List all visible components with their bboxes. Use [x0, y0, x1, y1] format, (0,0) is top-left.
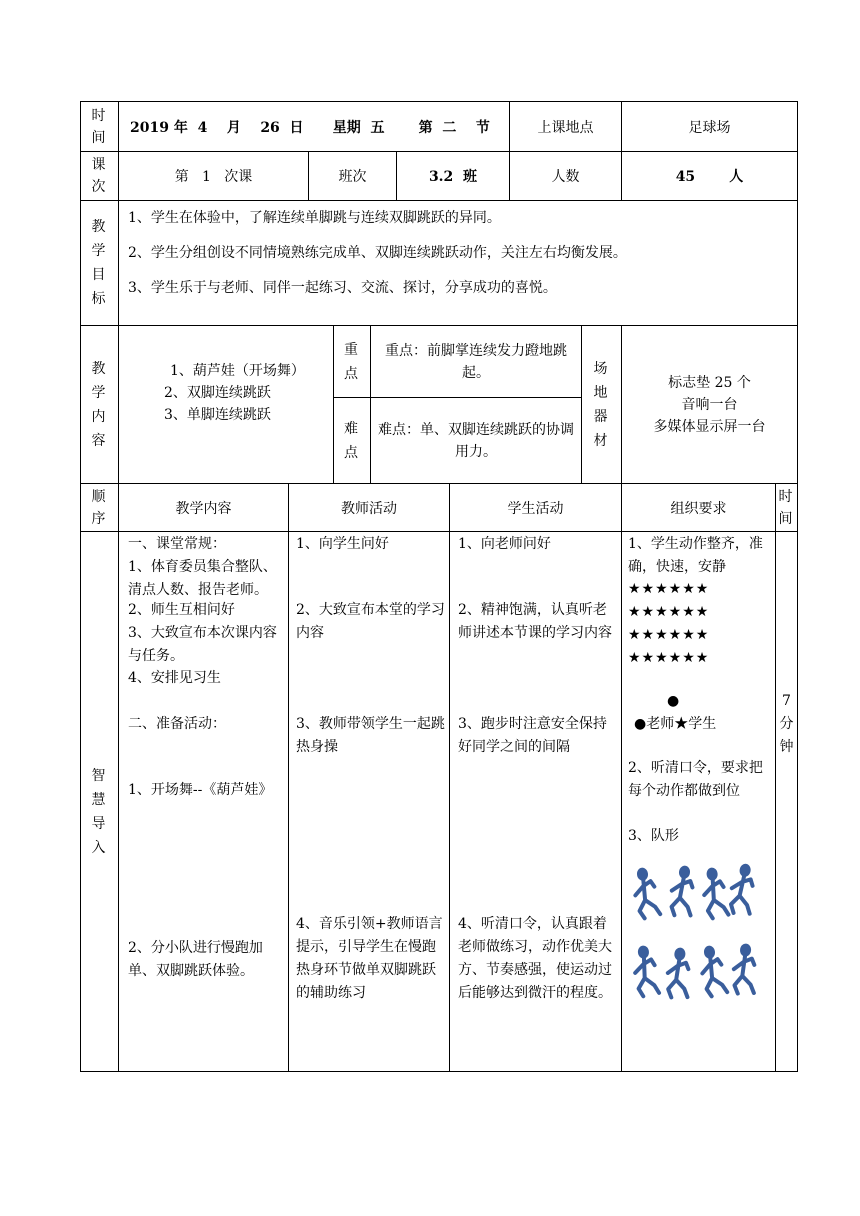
objective-item: 1、学生在体验中，了解连续单脚跳与连续双脚跳跃的异同。: [128, 210, 501, 226]
class-value: 3.2 班: [428, 169, 478, 185]
star-row: ★★★★★★: [628, 581, 710, 597]
content-item: 2、双脚连续跳跃: [164, 385, 271, 401]
grid-line: [80, 531, 798, 532]
runner-figure: [702, 867, 729, 919]
grid-line: [797, 101, 798, 1072]
difficulty-text-span: 难点：单、双脚连续跳跃的协调用力。: [378, 421, 574, 460]
grid-line: [370, 325, 371, 484]
time-value-text: 7 分钟: [779, 693, 794, 755]
grid-line: [118, 101, 119, 1072]
lesson-value: 第 1 次课: [174, 169, 253, 185]
lesson-date: 2019 年 4 月 26 日 星期 五 第 二 节: [130, 120, 490, 136]
org-requirement-2: 2、听清口令，要求把每个动作都做到位: [628, 760, 763, 799]
org-requirement-1: 1、学生动作整齐，准确，快速，安静: [628, 536, 763, 575]
content-item: 1、葫芦娃（开场舞）: [170, 363, 305, 379]
key-point-label: [334, 326, 370, 397]
time-label-text: 时间: [91, 107, 106, 146]
running-figures-illustration: [630, 862, 772, 1002]
section-label-text: 智慧导入: [91, 767, 106, 856]
lesson-label: [81, 152, 118, 200]
equipment-list: [622, 372, 797, 438]
runner-figure: [632, 867, 661, 920]
objective-item: 2、学生分组创设不同情境熟练完成单、双脚连续跳跃动作，关注左右均衡发展。: [128, 245, 627, 261]
time-label: [81, 102, 118, 151]
grid-line: [775, 483, 776, 1072]
content-label-text: 教学内容: [91, 360, 106, 449]
header-time-text: 时间: [778, 488, 793, 527]
student-col-item: 1、向老师问好: [458, 536, 551, 552]
grid-line: [80, 1071, 798, 1072]
count-value: 45 人: [675, 169, 744, 185]
student-col-item: 4、听清口令，认真跟着老师做练习，动作优美大方、节奏感强，使运动过后能够达到微汗的程度。: [458, 916, 612, 1001]
content-col-item: 2、分小队进行慢跑加单、双脚跳跃体验。: [128, 940, 263, 979]
star-row: ★★★★★★: [628, 627, 710, 643]
runner-figure: [728, 863, 758, 916]
header-order: [81, 484, 118, 531]
content-item: 3、单脚连续跳跃: [164, 407, 271, 423]
content-col-item: 1、体育委员集合整队、清点人数、报告老师。: [128, 559, 277, 598]
header-order-text: 顺序: [91, 488, 106, 527]
content-col-item: 二、准备活动：: [128, 716, 226, 732]
content-col-item: 4、安排见习生: [128, 670, 221, 686]
runner-group-top: [632, 863, 758, 920]
objectives-label-text: 教学目标: [91, 219, 106, 307]
key-point-text: [374, 326, 578, 397]
lesson-label-text: 课次: [91, 157, 106, 195]
student-formation-stars: [628, 578, 768, 670]
equipment-item: 多媒体显示屏一台: [653, 419, 766, 435]
header-teacher: 教师活动: [341, 500, 397, 517]
runner-figure: [665, 947, 692, 999]
difficulty-label-text: 难点: [344, 420, 358, 461]
key-point-label-text: 重点: [344, 341, 358, 382]
objectives-label: [81, 201, 118, 325]
difficulty-label: [334, 398, 370, 483]
header-time: [776, 484, 797, 531]
content-items: [150, 360, 330, 426]
count-label: 人数: [551, 169, 580, 185]
header-content: 教学内容: [175, 500, 232, 517]
equipment-label: [582, 326, 621, 483]
header-organization: 组织要求: [670, 500, 727, 517]
header-student: 学生活动: [507, 500, 564, 517]
class-label: 班次: [338, 169, 367, 185]
student-col-item: 3、跑步时注意安全保持好同学之间的间隔: [458, 716, 607, 755]
star-row: ★★★★★★: [628, 650, 710, 666]
teacher-col-item: 4、音乐引领+教师语言提示，引导学生在慢跑热身环节做单双脚跳跃的辅助练习: [296, 916, 443, 1001]
teacher-col-item: 1、向学生问好: [296, 536, 389, 552]
place-label: 上课地点: [537, 119, 594, 136]
teacher-col-item: 2、大致宣布本堂的学习内容: [296, 602, 445, 641]
place-value: 足球场: [688, 119, 731, 136]
grid-line: [288, 483, 289, 1072]
runner-figure: [732, 943, 758, 995]
section-label: [81, 532, 118, 1071]
equipment-label-text: 场地器材: [593, 360, 608, 449]
time-value: [776, 690, 797, 759]
equipment-item: 标志垫 25 个: [668, 375, 751, 391]
runner-figure: [633, 945, 659, 997]
grid-line: [449, 483, 450, 1072]
objectives-list: [128, 208, 793, 313]
equipment-item: 音响一台: [681, 397, 738, 413]
formation-legend: ●老师★学生: [634, 716, 717, 732]
teacher-dot: ●: [667, 693, 680, 709]
grid-line: [80, 200, 798, 201]
objective-item: 3、学生乐于与老师、同伴一起练习、交流、探讨，分享成功的喜悦。: [128, 280, 557, 296]
org-requirement-3: 3、队形: [628, 828, 679, 844]
runner-figure: [668, 865, 697, 918]
teacher-col-item: 3、教师带领学生一起跳热身操: [296, 716, 445, 755]
content-col-item: 一、课堂常规：: [128, 536, 226, 552]
content-col-item: 1、开场舞--《葫芦娃》: [128, 782, 273, 798]
runner-figure: [699, 945, 728, 998]
content-label: [81, 326, 118, 483]
grid-line: [621, 483, 622, 1072]
star-row: ★★★★★★: [628, 604, 710, 620]
content-col-item: 3、大致宣布本次课内容与任务。: [128, 625, 277, 664]
difficulty-text: [374, 398, 578, 483]
runner-group-bottom: [633, 943, 758, 999]
student-col-item: 2、精神饱满，认真听老师讲述本节课的学习内容: [458, 602, 612, 641]
key-point-text-span: 重点：前脚掌连续发力蹬地跳起。: [385, 342, 567, 381]
content-col-item: 2、师生互相问好: [128, 602, 235, 618]
